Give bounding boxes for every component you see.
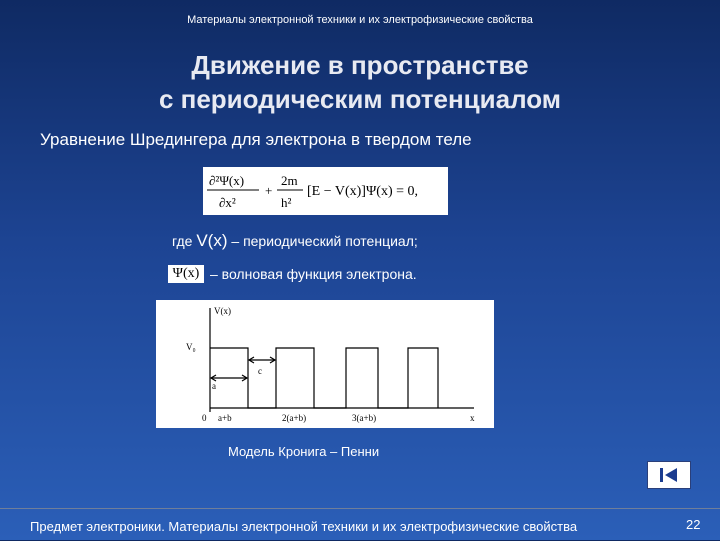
wavefunction-definition [168, 264, 417, 284]
eq-bracket-term: [E − V(x)]Ψ(x) = 0, [307, 184, 419, 199]
eq-plus: + [265, 183, 273, 198]
graph-caption: Модель Кронига – Пенни [228, 444, 380, 459]
slide-title [0, 48, 720, 116]
potential-variable: V(x) [196, 231, 228, 250]
where-prefix: где [172, 233, 197, 249]
eq-denominator-1: ∂x² [219, 195, 236, 210]
page-number: 22 [686, 517, 701, 532]
psi-symbol: Ψ(x) [168, 265, 204, 283]
kronig-penney-graph [156, 300, 494, 428]
footer-text: Предмет электроники. Материалы электронной техники и их электрофизические свойства [30, 519, 578, 534]
slide-subtitle: Уравнение Шредингера для электрона в твердом теле [40, 130, 472, 149]
header-text: Материалы электронной техники и их электрофизические свойства [187, 14, 533, 26]
graph-x-label: x [470, 413, 475, 423]
skip-to-start-icon [657, 466, 681, 484]
title-line-1: Движение в пространстве [191, 50, 529, 80]
eq-numerator-1: ∂²Ψ(x) [209, 173, 245, 188]
graph-origin-label: 0 [202, 413, 207, 423]
graph-tick-3: 3(a+b) [352, 413, 377, 423]
graph-v0-label: V₀ [186, 342, 196, 352]
graph-width-label: c [258, 366, 262, 376]
graph-a-label: a [212, 381, 216, 391]
eq-denominator-2: h² [281, 195, 292, 210]
graph-svg [156, 300, 494, 428]
equation-svg [203, 167, 448, 215]
eq-numerator-2: 2m [281, 173, 298, 188]
footer [0, 508, 720, 541]
potential-text: – периодический потенциал; [227, 233, 418, 249]
first-slide-button[interactable] [647, 461, 691, 489]
graph-tick-1: a+b [218, 413, 232, 423]
schrodinger-equation [203, 167, 448, 215]
title-line-2: с периодическим потенциалом [158, 84, 562, 114]
graph-tick-2: 2(a+b) [282, 413, 307, 423]
psi-text: – волновая функция электрона. [210, 266, 417, 282]
potential-definition [172, 231, 418, 251]
graph-y-label: V(x) [214, 306, 231, 316]
